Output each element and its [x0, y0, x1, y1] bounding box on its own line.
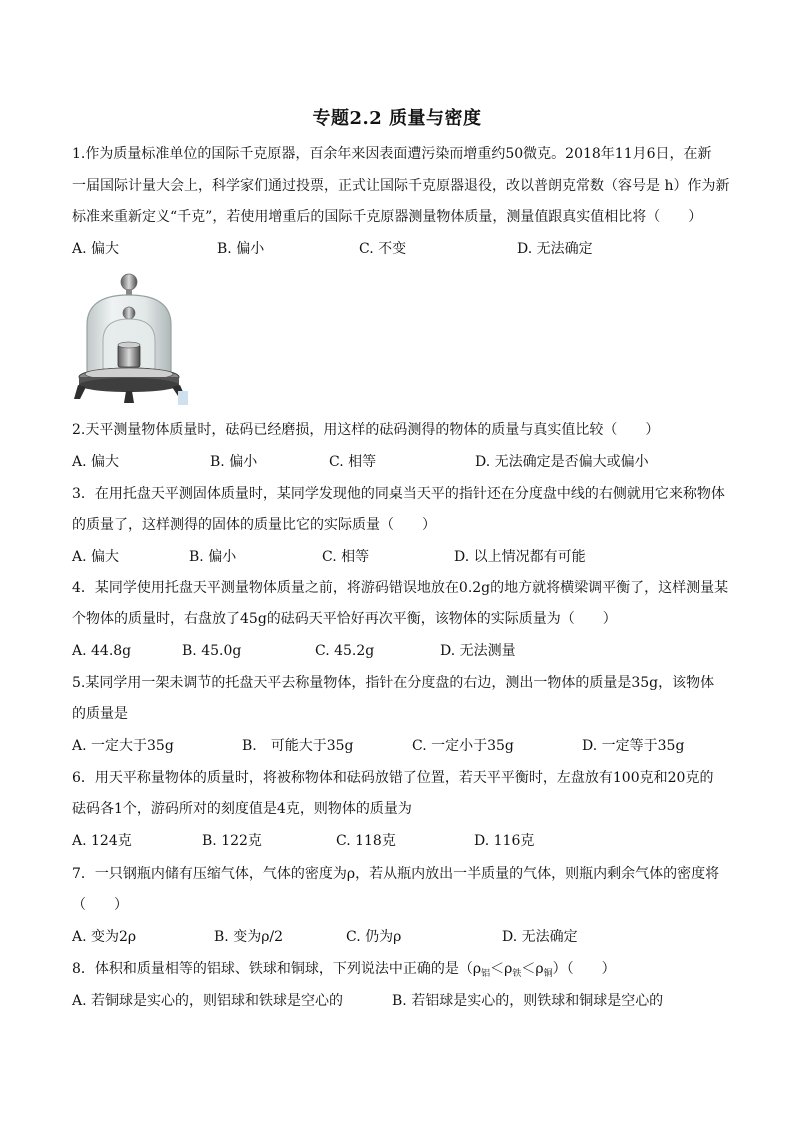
q5-option-a: A. 一定大于35g [72, 738, 174, 754]
page-title: 专题2.2 质量与密度 [312, 108, 482, 129]
q5-option-d: D. 一定等于35g [582, 738, 685, 754]
q4-line-1: 4．某同学使用托盘天平测量物体质量之前，将游码错误地放在0.2g的地方就将横梁调平衡了，这样测量某 [72, 580, 729, 596]
q5-line-1: 5.某同学用一架未调节的托盘天平去称量物体，指针在分度盘的右边，测出一物体的质量是35g，该物体 [72, 675, 715, 691]
q8-text-prefix: 8．体积和质量相等的铝球、铁球和铜球，下列说法中正确的是（ρ [72, 961, 482, 977]
q7-line-2: （ ） [72, 897, 128, 913]
q2-option-a: A. 偏大 [72, 454, 120, 470]
q8-sub-aluminum: 铝 [481, 969, 491, 979]
q8-line-1 [72, 959, 724, 984]
q1-option-c: C. 不变 [359, 241, 407, 257]
q3-option-d: D. 以上情况都有可能 [454, 549, 586, 565]
q1-line-3: 标准来重新定义“千克”，若使用增重后的国际千克原器测量物体质量，测量值跟真实值相比将（ ） [72, 209, 703, 225]
q6-option-b: B. 122克 [202, 833, 262, 849]
kilogram-prototype-image [72, 273, 190, 405]
q1-line-1: 1.作为质量标准单位的国际千克原器，百余年来因表面遭污染而增重约50微克。2018年11月6日，在新 [72, 146, 712, 162]
q5-line-2: 的质量是 [72, 706, 128, 722]
q7-option-a: A. 变为2ρ [72, 929, 137, 945]
q8-option-b: B. 若铝球是实心的，则铁球和铜球是空心的 [392, 993, 664, 1009]
q6-line-1: 6．用天平称量物体的质量时，将被称物体和砝码放错了位置，若天平平衡时，左盘放有100克和20克的 [72, 770, 714, 786]
q1-line-2: 一届国际计量大会上，科学家们通过投票，正式让国际千克原器退役，改以普朗克常数（容号是 h）作为新 [72, 178, 730, 194]
q5-option-c: C. 一定小于35g [412, 738, 514, 754]
q2-option-d: D. 无法确定是否偏大或偏小 [475, 454, 649, 470]
q3-line-1: 3．在用托盘天平测固体质量时，某同学发现他的同桌当天平的指针还在分度盘中线的右侧就用它来称物体 [72, 486, 725, 502]
q6-line-2: 砝码各1个，游码所对的刻度值是4克，则物体的质量为 [72, 801, 412, 817]
q6-option-c: C. 118克 [336, 833, 396, 849]
q4-option-d: D. 无法测量 [440, 643, 516, 659]
q8-lt-2: ＜ρ [521, 961, 544, 977]
q8-option-a: A. 若铜球是实心的，则铝球和铁球是空心的 [72, 993, 344, 1009]
q2-line-1: 2.天平测量物体质量时，砝码已经磨损，用这样的砝码测得的物体的质量与真实值比较（ ） [72, 422, 660, 438]
q8-sub-iron: 铁 [512, 969, 522, 979]
q3-option-c: C. 相等 [322, 549, 370, 565]
q7-option-d: D. 无法确定 [502, 929, 578, 945]
q6-option-d: D. 116克 [474, 833, 535, 849]
q4-option-c: C. 45.2g [315, 643, 375, 659]
q1-option-b: B. 偏小 [217, 241, 265, 257]
q4-line-2: 个物体的质量时，右盘放了45g的砝码天平恰好再次平衡，该物体的实际质量为（ ） [72, 611, 617, 627]
q8-lt-1: ＜ρ [490, 961, 513, 977]
q8-text-suffix: ）（ ） [552, 961, 616, 977]
q2-option-b: B. 偏小 [210, 454, 258, 470]
q7-option-b: B. 变为ρ/2 [214, 929, 284, 945]
q3-line-2: 的质量了，这样测得的固体的质量比它的实际质量（ ） [72, 517, 436, 533]
q6-option-a: A. 124克 [72, 833, 132, 849]
q4-option-a: A. 44.8g [72, 643, 132, 659]
q3-option-a: A. 偏大 [72, 549, 120, 565]
q3-option-b: B. 偏小 [189, 549, 237, 565]
q1-option-a: A. 偏大 [72, 241, 120, 257]
q7-line-1: 7．一只钢瓶内储有压缩气体，气体的密度为ρ，若从瓶内放出一半质量的气体，则瓶内剩余气体的密度将 [72, 866, 720, 882]
q8-sub-copper: 铜 [543, 969, 553, 979]
q2-option-c: C. 相等 [329, 454, 377, 470]
q5-option-b: B. 可能大于35g [242, 738, 354, 754]
q4-option-b: B. 45.0g [182, 643, 242, 659]
q7-option-c: C. 仍为ρ [346, 929, 402, 945]
q1-option-d: D. 无法确定 [517, 241, 593, 257]
